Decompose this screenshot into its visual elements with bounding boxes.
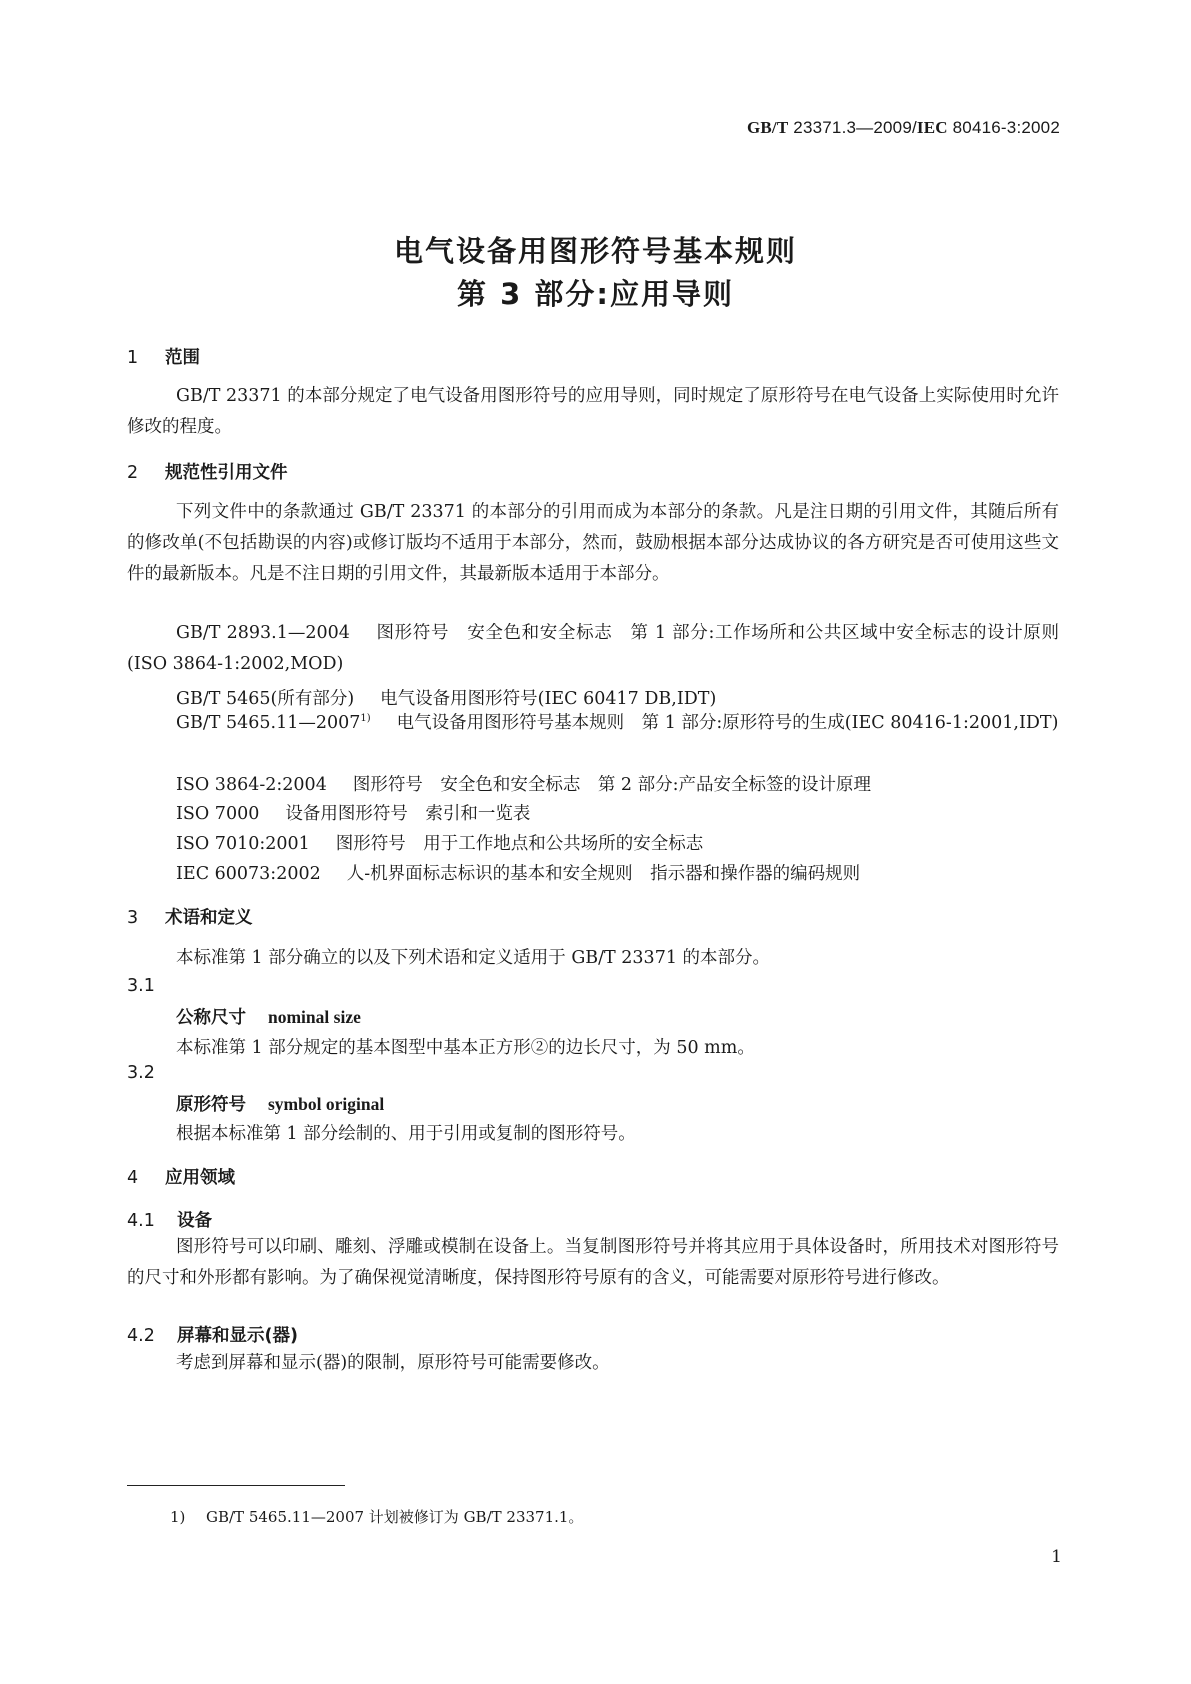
document-subtitle: 第 3 部分:应用导则	[457, 277, 734, 311]
footnote: 1) GB/T 5465.11—2007 计划被修订为 GB/T 23371.1。	[170, 1508, 584, 1526]
standard-code: GB/T 23371.3—2009/IEC 80416-3:2002	[746, 118, 1060, 137]
section-2-heading: 2 规范性引用文件	[127, 463, 288, 483]
document-title: 电气设备用图形符号基本规则	[393, 234, 797, 268]
term-number: 3.1	[127, 976, 155, 996]
subsection-4-2-heading: 4.2 屏幕和显示(器)	[127, 1326, 298, 1346]
term-definition: 本标准第 1 部分规定的基本图型中基本正方形②的边长尺寸，为 50 mm。	[176, 1038, 755, 1058]
section-3-paragraph: 本标准第 1 部分确立的以及下列术语和定义适用于 GB/T 23371 的本部分。	[176, 948, 771, 968]
term-number: 3.2	[127, 1063, 155, 1083]
reference-item: IEC 60073:2002 人-机界面标志标识的基本和安全规则 指示器和操作器的编码规则	[176, 864, 861, 884]
section-2-paragraph: 下列文件中的条款通过 GB/T 23371 的本部分的引用而成为本部分的条款。凡是注日期的引用文件，其随后所有的修改单(不包括勘误的内容)或修订版均不适用于本部分，然而，鼓励根据本部分达成协议的各方研究是否可使用这些文件的最新版本。凡是不注日期的引用文件，其最新版本适用于本部分。	[127, 502, 1059, 584]
reference-item: GB/T 5465.11—2007$^{1)}$ 电气设备用图形符号基本规则 第 1 部分:原形符号的生成(IEC 80416-1:2001,IDT)	[176, 713, 1059, 733]
footnote-divider	[127, 1485, 345, 1486]
subsection-4-1-heading: 4.1 设备	[127, 1211, 212, 1231]
section-1-heading: 1 范围	[127, 348, 200, 368]
reference-item: ISO 3864-2:2004 图形符号 安全色和安全标志 第 2 部分:产品安全标签的设计原理	[176, 775, 871, 795]
reference-item: ISO 7010:2001 图形符号 用于工作地点和公共场所的安全标志	[176, 834, 704, 854]
term-name: 原形符号 symbol original	[176, 1094, 385, 1115]
footnote-marker: 1)	[360, 713, 371, 725]
page-number: 1	[1051, 1547, 1062, 1567]
section-4-heading: 4 应用领域	[127, 1168, 235, 1188]
subsection-4-1-paragraph: 图形符号可以印刷、雕刻、浮雕或模制在设备上。当复制图形符号并将其应用于具体设备时，所用技术对图形符号的尺寸和外形都有影响。为了确保视觉清晰度，保持图形符号原有的含义，可能需要对原形符号进行修改。	[127, 1237, 1059, 1288]
reference-item: GB/T 2893.1—2004 图形符号 安全色和安全标志 第 1 部分:工作场所和公共区域中安全标志的设计原则(ISO 3864-1:2002,MOD)	[127, 623, 1059, 674]
term-name: 公称尺寸 nominal size	[176, 1007, 361, 1028]
term-definition: 根据本标准第 1 部分绘制的、用于引用或复制的图形符号。	[176, 1124, 636, 1144]
reference-item: GB/T 5465(所有部分) 电气设备用图形符号(IEC 60417 DB,IDT)	[176, 689, 717, 709]
reference-item: ISO 7000 设备用图形符号 索引和一览表	[176, 804, 531, 824]
section-1-paragraph: GB/T 23371 的本部分规定了电气设备用图形符号的应用导则，同时规定了原形符号在电气设备上实际使用时允许修改的程度。	[127, 386, 1059, 437]
subsection-4-2-paragraph: 考虑到屏幕和显示(器)的限制，原形符号可能需要修改。	[176, 1353, 610, 1373]
section-3-heading: 3 术语和定义	[127, 908, 253, 928]
